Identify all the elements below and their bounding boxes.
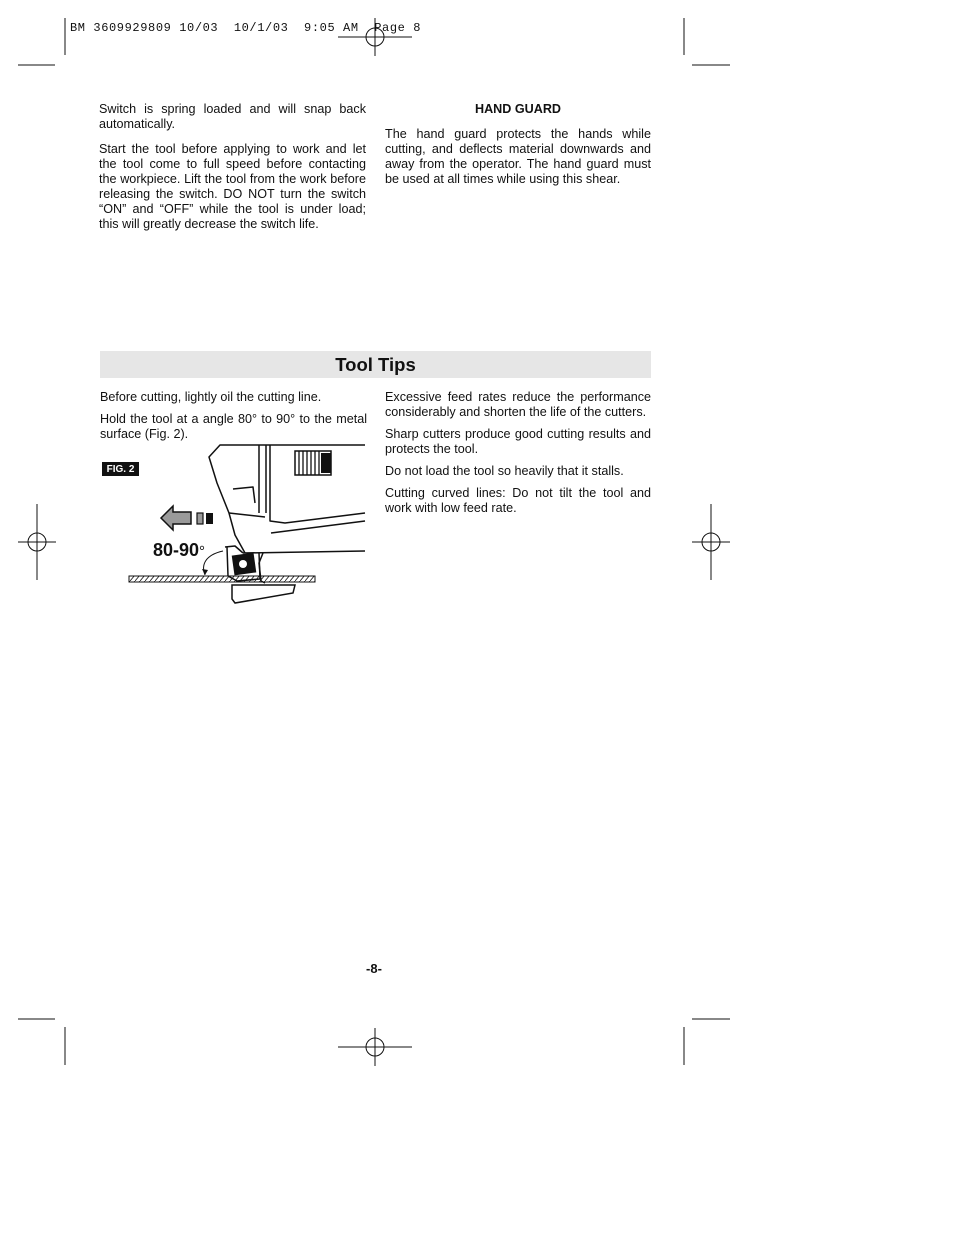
degree-symbol: ° xyxy=(199,543,206,560)
tip: Excessive feed rates reduce the performance considerably and shorten the life of the cutters. xyxy=(385,390,651,419)
paragraph: Switch is spring loaded and will snap back automatically. xyxy=(99,102,366,131)
figure-label: FIG. 2 xyxy=(102,462,139,476)
feed-direction-arrow-icon xyxy=(161,506,191,530)
hand-guard-section xyxy=(385,102,651,197)
section-title: Tool Tips xyxy=(335,353,416,375)
page-number: -8- xyxy=(366,961,382,976)
section-banner xyxy=(100,351,651,378)
angle-annotation xyxy=(153,540,205,561)
switch-instructions xyxy=(99,102,366,242)
shear-tool-illustration xyxy=(125,443,367,608)
tip: Sharp cutters produce good cutting results and protects the tool. xyxy=(385,427,651,456)
angle-value: 80-90 xyxy=(153,540,200,560)
tips-right-column xyxy=(385,390,651,523)
hand-guard-text: The hand guard protects the hands while cutting, and deflects material downwards and away from the operator. The hand guard must be used at all times while using this shear. xyxy=(385,127,651,186)
tip: Hold the tool at a angle 80° to 90° to the metal surface (Fig. 2). xyxy=(100,412,367,441)
tips-left-column xyxy=(100,390,367,449)
tip: Cutting curved lines: Do not tilt the tool and work with low feed rate. xyxy=(385,486,651,515)
print-slug: BM 3609929809 10/03 10/1/03 9:05 AM Page 8 xyxy=(70,21,422,35)
tip: Do not load the tool so heavily that it stalls. xyxy=(385,464,624,478)
tip: Before cutting, lightly oil the cutting line. xyxy=(100,390,322,404)
hand-guard-heading: HAND GUARD xyxy=(474,102,562,116)
paragraph: Start the tool before applying to work and let the tool come to full speed before contacting the workpiece. Lift the tool from the work before releasing the switch. DO NOT turn the switch “ON” and “OFF” while the tool is under load; this will greatly decrease the switch life. xyxy=(99,142,366,231)
